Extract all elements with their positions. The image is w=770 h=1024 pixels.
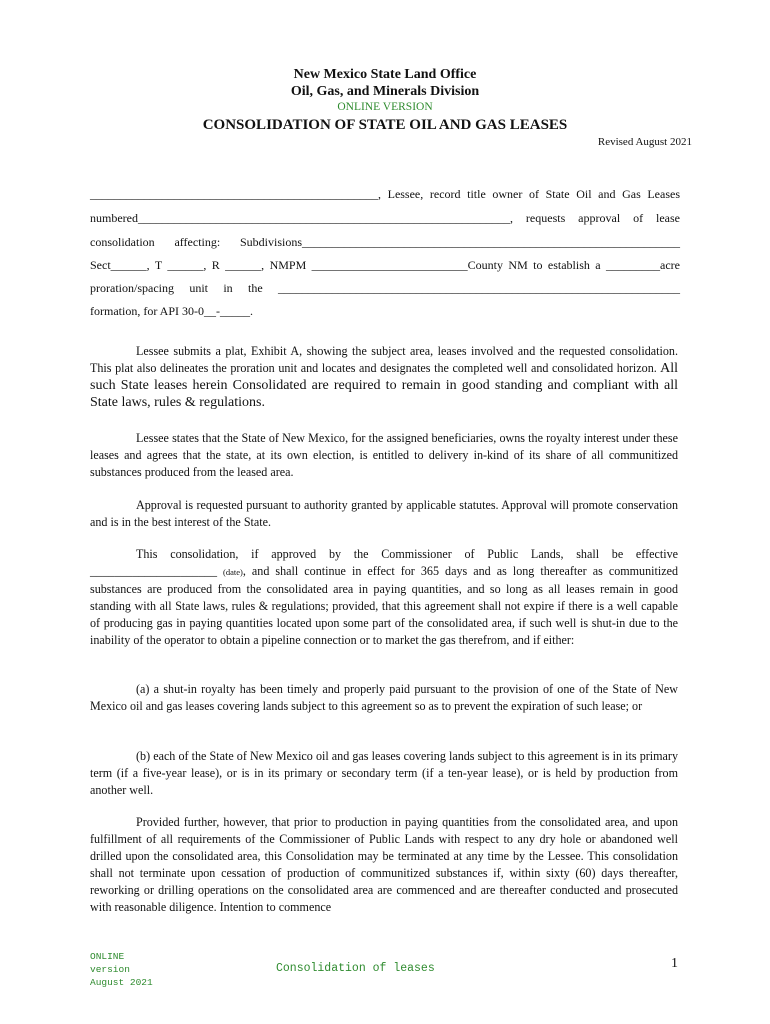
document-title: CONSOLIDATION OF STATE OIL AND GAS LEASES	[202, 117, 568, 133]
footer-date: August 2021	[90, 977, 153, 988]
footer-online: ONLINE	[90, 951, 125, 962]
paragraph-primary-term: (b) each of the State of New Mexico oil and gas leases covering lands subject to this agreement is in its primary term (if a five-year lease), or is in its primary or secondary term (if a ten-year lease), or is held by production from another well.	[90, 749, 678, 797]
paragraph-plat-standing: All such State leases herein Consolidated are required to remain in good standing and compliant with all State laws, rules & regulations.	[90, 361, 678, 410]
paragraph-royalty: Lessee states that the State of New Mexico, for the assigned beneficiaries, owns the royalty interest under these leases and agrees that the state, at its own election, is entitled to delivery in-kind of its share of all communitized substances produced from the leased area.	[90, 431, 678, 479]
footer-document-name: Consolidation of leases	[276, 962, 435, 975]
paragraph-plat-text: Lessee submits a plat, Exhibit A, showing the subject area, leases involved and the requested consolidation. This plat also delineates the proration unit and locates and designates the completed well and consolidated horizon.	[90, 344, 678, 375]
subdivisions-field-line[interactable]: consolidation affecting: Subdivisions_______________________________________________________________	[90, 235, 680, 249]
footer-version-stamp	[90, 950, 153, 989]
agency-name: New Mexico State Land Office	[293, 67, 477, 82]
api-field-line[interactable]: formation, for API 30-0__-_____.	[90, 304, 253, 318]
date-caption: (date)	[223, 567, 243, 577]
paragraph-shut-in-royalty: (a) a shut-in royalty has been timely and properly paid pursuant to the provision of one of the State of New Mexico oil and gas leases covering lands subject to this agreement so as to prevent the expiration of such lease; or	[90, 682, 678, 713]
division-name: Oil, Gas, and Minerals Division	[290, 84, 480, 99]
version-label: ONLINE VERSION	[337, 101, 433, 113]
paragraph-effective	[90, 546, 678, 649]
effective-text-start: This consolidation, if approved by the Commissioner of Public Lands, shall be effective _____________________	[90, 547, 678, 578]
location-field-line[interactable]: Sect______, T ______, R ______, NMPM __________________________County NM to establish a _________acre	[90, 258, 680, 272]
effective-text-end: , and shall continue in effect for 365 days and as long thereafter as communitized substances are produced from the consolidated area in paying quantities, and so long as all leases remain in good standing with all State laws, rules & regulations; provided, that this agreement shall not expire if there is a well capable of producing gas in paying quantities located upon some part of the consolidated area, if such well is shut-in due to the inability of the operator to obtain a pipeline connection or to market the gas therefrom, and if either:	[90, 564, 679, 647]
lease-numbers-field-line[interactable]: numbered______________________________________________________________, requests approval of lease	[90, 211, 680, 225]
paragraph-approval: Approval is requested pursuant to authority granted by applicable statutes. Approval will promote conservation and is in the best interest of the State.	[90, 498, 678, 529]
page-number: 1	[671, 956, 678, 971]
footer-version: version	[90, 964, 130, 975]
proration-unit-field-line[interactable]: proration/spacing unit in the ___________________________________________________________________	[90, 281, 680, 295]
paragraph-plat	[90, 343, 678, 411]
revision-date: Revised August 2021	[597, 136, 692, 148]
paragraph-provided-further: Provided further, however, that prior to production in paying quantities from the consolidated area, and upon fulfillment of all requirements of the Commissioner of Public Lands with respect to any dry hole or abandoned well drilled upon the consolidated area, this Consolidation may be terminated at any time by the Lessee. This consolidation shall not terminate upon cessation of production of communitized substances if, within sixty (60) days thereafter, reworking or drilling operations on the consolidated area are commenced and are thereafter conducted and prosecuted with reasonable diligence. Intention to commence	[90, 815, 678, 914]
lessee-field-line[interactable]: ________________________________________________, Lessee, record title owner of State Oil and Gas Leases	[90, 187, 680, 201]
